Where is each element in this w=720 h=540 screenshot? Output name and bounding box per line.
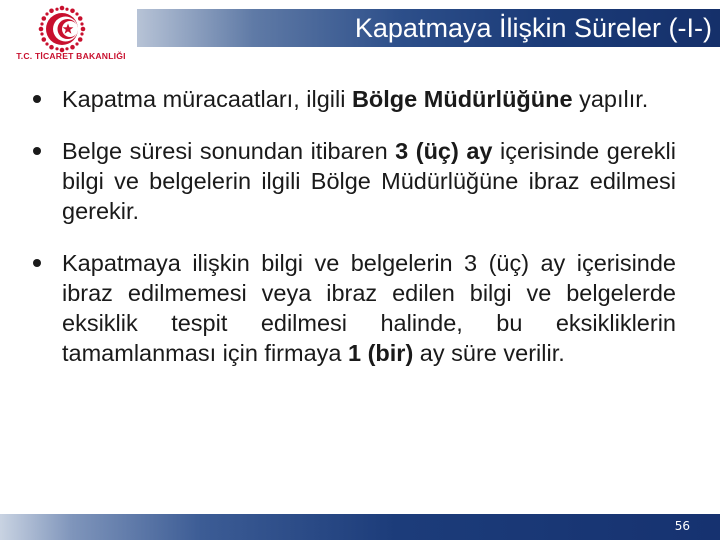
bullet-text-bold: Bölge Müdürlüğüne	[351, 86, 573, 112]
bullet-text-bold: 1 (bir)	[348, 340, 414, 366]
ministry-logo	[0, 0, 140, 68]
bullet-item	[28, 248, 676, 368]
bullet-icon	[33, 259, 41, 267]
bullet-item	[28, 84, 676, 114]
bullet-icon	[33, 147, 41, 155]
bullet-item	[28, 136, 676, 226]
crescent-star-emblem-icon	[37, 4, 87, 54]
bullet-text-part: Kapatmaya ilişkin bilgi ve belgelerin 3 (üç) ay içerisinde ibraz edilmemesi veya ibraz edilen bilgi ve belgelerde eksiklik tespit edilmesi halinde, bu eksikliklerin tamamlanması için firmaya	[62, 250, 676, 366]
bullet-text-part: yapılır.	[572, 86, 649, 112]
footer-bar	[0, 514, 720, 540]
bullet-text-part: Kapatma müracaatları, ilgili	[62, 86, 352, 112]
bullet-text	[62, 84, 676, 114]
bullet-list	[28, 84, 676, 390]
slide-title: Kapatmaya İlişkin Süreler (-I-)	[354, 13, 712, 43]
bullet-icon	[33, 95, 41, 103]
page-number: 56	[674, 519, 690, 533]
bullet-text-bold: 3 (üç) ay	[395, 138, 493, 164]
bullet-text	[62, 248, 676, 368]
bullet-text-part: içerisinde gerekli bilgi ve belgelerin ilgili Bölge Müdürlüğüne ibraz edilmesi gerekir.	[62, 138, 676, 224]
title-bar	[137, 9, 720, 47]
bullet-text	[62, 136, 676, 226]
bullet-text-part: ay süre verilir.	[413, 340, 565, 366]
bullet-text-part: Belge süresi sonundan itibaren	[62, 138, 396, 164]
ministry-name: T.C. TİCARET BAKANLIĞI	[16, 51, 126, 61]
